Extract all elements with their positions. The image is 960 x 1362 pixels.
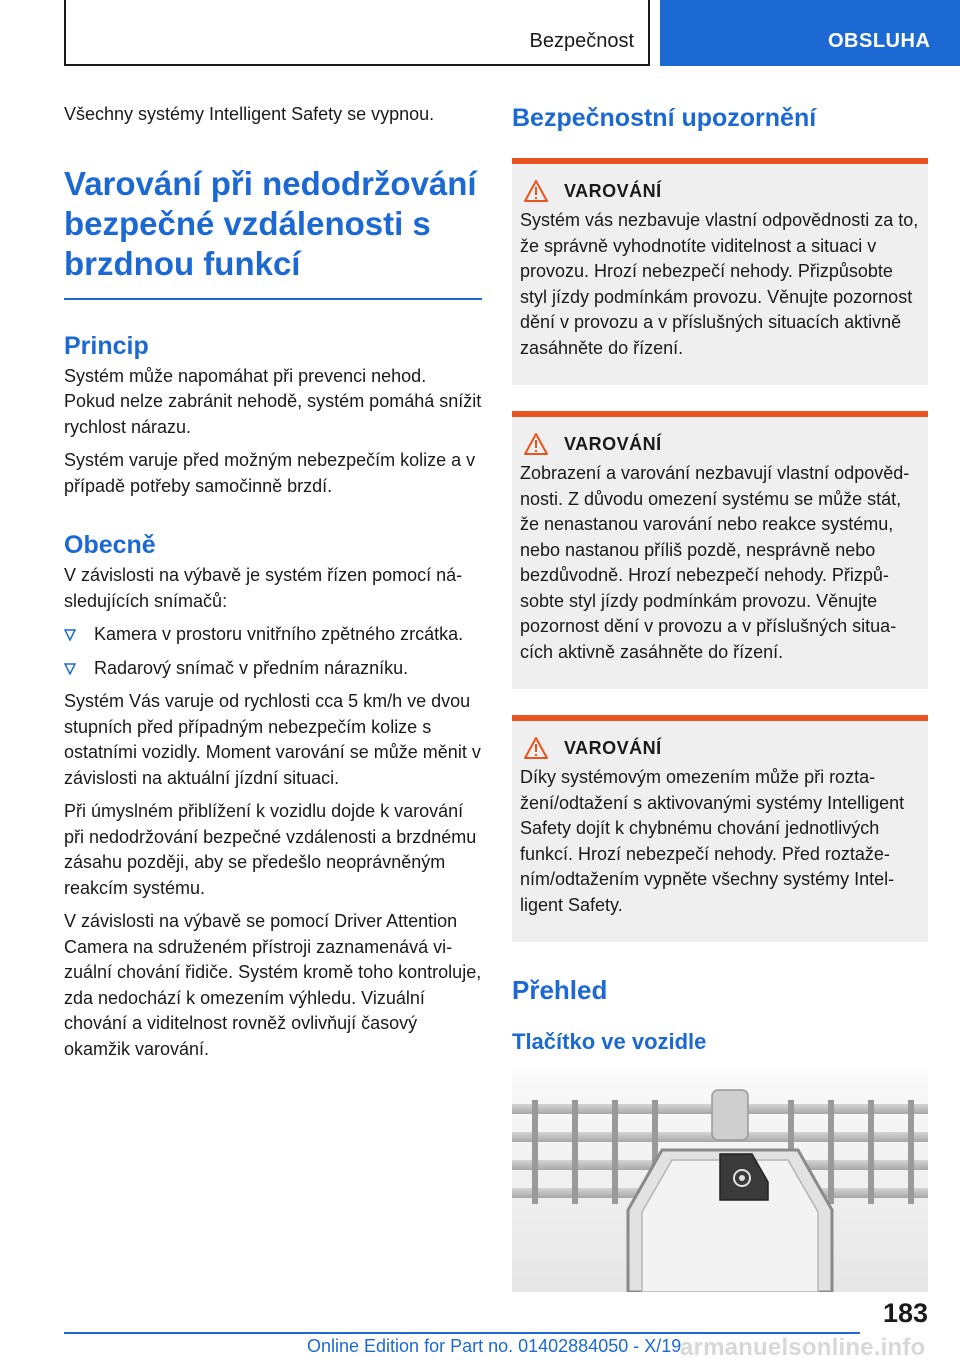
- main-title-line-1: Varování při nedodržování: [64, 164, 477, 202]
- chapter-tab-label: OBSLUHA: [828, 30, 931, 52]
- triangle-bullet-icon: [64, 663, 76, 675]
- warning-text: Systém vás nezbavuje vlastní odpovědnosti za to, že správně vyhodnotíte viditelnost a situaci v provozu. Hrozí nebezpečí nehody. Přizpůsobte styl jízdy podmínkám provozu. Věnujte pozornost dění v provozu a v příslušných situacích aktivně zasáhněte do řízení.: [520, 210, 919, 358]
- warning-title: [520, 433, 920, 455]
- chapter-tab[interactable]: [660, 0, 960, 66]
- warning-title-text: VAROVÁNÍ: [564, 180, 662, 201]
- intro-paragraph: Všechny systémy Intelligent Safety se vypnou.: [64, 104, 435, 124]
- warning-title-text: VAROVÁNÍ: [564, 737, 662, 758]
- header-box: [64, 0, 650, 66]
- warning-text: Zobrazení a varování nezbavují vlastní odpovědnosti. Z důvodu omezení systému se může stát, že nenastanou varování nebo reakce systému, nebo nastanou příliš pozdě, nesprávně nebo bezdůvodně. Hrozí nebezpečí nehody. Přizpůsobte styl jízdy podmínkám provozu. Věnujte pozornost dění v provozu a v příslušných situacích aktivně zasáhněte do řízení.: [520, 463, 910, 662]
- warning-title-text: VAROVÁNÍ: [564, 433, 662, 454]
- left-column: [64, 102, 482, 1062]
- warning-box: [512, 715, 928, 942]
- list-item: [64, 656, 482, 682]
- warning-triangle-icon: [524, 737, 548, 759]
- warning-triangle-icon: [524, 180, 548, 202]
- list-item: [64, 622, 482, 648]
- triangle-bullet-icon: [64, 629, 76, 641]
- edition-text: Online Edition for Part no. 01402884050 - X/19: [307, 1336, 682, 1356]
- main-title-line-3: brzdnou funkcí: [64, 244, 301, 282]
- main-title: [64, 164, 482, 284]
- general-heading: Obecně: [64, 531, 156, 559]
- button-heading: Tlačítko ve vozidle: [512, 1029, 707, 1054]
- section-title: Bezpečnost: [529, 30, 634, 52]
- main-title-line-2: bezpečné vzdálenosti s: [64, 204, 431, 242]
- general-paragraph-1: V závislosti na výbavě je systém řízen pomocí následujících snímačů:: [64, 565, 463, 611]
- warning-box: [512, 411, 928, 689]
- general-paragraph-3: Při úmyslném přiblížení k vozidlu dojde k varování při nedodržování bezpečné vzdálenosti a brzdnému zásahu později, aby se předešlo neoprávněným reakcím systému.: [64, 801, 477, 898]
- dashboard-button-illustration: [512, 1070, 928, 1292]
- general-paragraph-4: V závislosti na výbavě se pomocí Driver Attention Camera na sdruženém přístroji zaznamenává vizuální chování řidiče. Systém kromě toho kontroluje, zda nedochází k omezením výhledu. Vizuální chování a viditelnost rovněž ovlivňují časový okamžik varování.: [64, 911, 482, 1059]
- warning-triangle-icon: [524, 433, 548, 455]
- warning-box: [512, 158, 928, 385]
- principle-paragraph-1: Systém může napomáhat při prevenci nehod. Pokud nelze zabránit nehodě, systém pomáhá snížit rychlost nárazu.: [64, 365, 482, 437]
- warning-text: Díky systémovým omezením může při roztažení/odtažení s aktivovanými systémy Intelligent Safety dojít k chybnému chování jednotlivých funkcí. Hrozí nebezpečí nehody. Před roztažením/odtažením vypněte všechny systémy Intelligent Safety.: [520, 767, 905, 915]
- watermark-text: armanuelsonline.info: [680, 1334, 926, 1361]
- list-item-text: Kamera v prostoru vnitřního zpětného zrcátka.: [94, 624, 464, 644]
- overview-heading: Přehled: [512, 975, 608, 1005]
- right-column: [512, 102, 928, 1292]
- warning-title: [520, 737, 920, 759]
- principle-paragraph-2: Systém varuje před možným nebezpečím kolize a v případě potřeby samočinně brzdí.: [64, 450, 476, 496]
- title-divider: [64, 298, 482, 300]
- general-paragraph-2: Systém Vás varuje od rychlosti cca 5 km/h ve dvou stupních před případným nebezpečím kolize s ostatními vozidly. Moment varování se může měnit v závislosti na aktuální jízdní situaci.: [64, 691, 481, 788]
- safety-notes-heading: Bezpečnostní upozornění: [512, 104, 817, 132]
- warning-title: [520, 180, 920, 202]
- list-item-text: Radarový snímač v předním nárazníku.: [94, 657, 409, 678]
- page-number: 183: [882, 1298, 928, 1328]
- principle-heading: Princip: [64, 331, 149, 360]
- vehicle-button-photo: [512, 1070, 928, 1292]
